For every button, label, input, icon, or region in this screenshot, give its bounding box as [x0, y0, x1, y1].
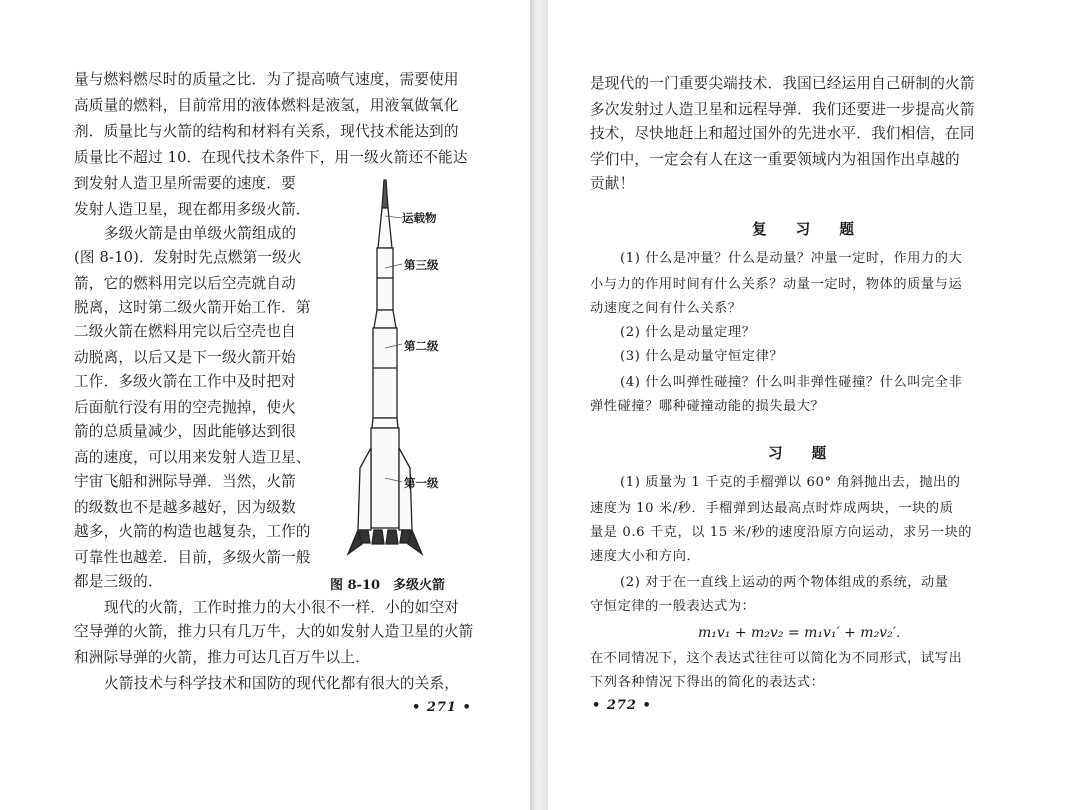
review-heading: 复 习 题: [752, 221, 866, 238]
text-line: 技术，尽快地赶上和超过国外的先进水平．我们相信，在同: [590, 125, 975, 142]
text-line: 多级火箭是由单级火箭组成的: [104, 225, 297, 242]
momentum-formula: m₁v₁ + m₂v₂ = m₁v₁′ + m₂v₂′．: [698, 625, 910, 641]
text-line: 剂．质量比与火箭的结构和材料有关系，现代技术能达到的: [74, 123, 459, 140]
exercise-line: (2) 对于在一直线上运动的两个物体组成的系统，动量: [620, 575, 949, 590]
text-line: 宇宙飞船和洲际导弹．当然，火箭: [74, 473, 296, 490]
page-number: • 271 •: [412, 700, 472, 715]
text-line: 空导弹的火箭，推力只有几万牛，大的如发射人造卫星的火箭: [74, 623, 474, 640]
text-line: 动脱离，以后又是下一级火箭开始: [74, 349, 296, 366]
text-line: 都是三级的．: [74, 573, 163, 590]
book-gutter: [530, 0, 548, 810]
text-line: 火箭技术与科学技术和国防的现代化都有很大的关系，: [104, 675, 460, 692]
text-line: 箭的总质量减少，因此能够达到很: [74, 423, 296, 440]
exercise-line: 速度为 10 米/秒．手榴弹到达最高点时炸成两块，一块的质: [590, 501, 954, 516]
review-line: (1) 什么是冲量？什么是动量？冲量一定时，作用力的大: [620, 251, 963, 266]
exercise-line: 守恒定律的一般表达式为：: [590, 599, 756, 614]
figure-label-payload: 运载物: [402, 211, 437, 225]
text-line: 现代的火箭，工作时推力的大小很不一样．小的如空对: [104, 599, 460, 616]
right-page: [548, 0, 1080, 810]
text-line: 越多，火箭的构造也越复杂，工作的: [74, 523, 311, 540]
review-line: 动速度之间有什么关系？: [590, 301, 742, 316]
review-line: (2) 什么是动量定理？: [620, 325, 756, 340]
text-line: 到发射人造卫星所需要的速度．要: [74, 175, 296, 192]
text-line: 二级火箭在燃料用完以后空壳也自: [74, 323, 296, 340]
text-line: 量与燃料燃尽时的质量之比．为了提高喷气速度，需要使用: [74, 71, 459, 88]
text-line: 可靠性也越差．目前，多级火箭一般: [74, 549, 311, 566]
review-line: (4) 什么叫弹性碰撞？什么叫非弹性碰撞？什么叫完全非: [620, 375, 963, 390]
text-line: 在不同情况下，这个表达式往往可以简化为不同形式，试写出: [590, 651, 963, 666]
text-line: 后面航行没有用的空壳抛掉，使火: [74, 399, 296, 416]
page-number: • 272 •: [592, 698, 652, 713]
text-line: 工作．多级火箭在工作中及时把对: [74, 373, 296, 390]
text-line: 高质量的燃料，目前常用的液体燃料是液氢，用液氧做氧化: [74, 97, 459, 114]
figure-label-second-stage: 第二级: [404, 339, 439, 353]
review-line: 小与力的作用时间有什么关系？动量一定时，物体的质量与运: [590, 277, 963, 292]
figure-label-third-stage: 第三级: [404, 258, 439, 272]
left-page: [0, 0, 530, 810]
review-line: 弹性碰撞？哪种碰撞动能的损失最大？: [590, 399, 825, 414]
text-line: 高的速度，可以用来发射人造卫星、: [74, 449, 311, 466]
text-line: 的级数也不是越多越好，因为级数: [74, 499, 296, 516]
text-line: 多次发射过人造卫星和远程导弹．我们还要进一步提高火箭: [590, 101, 975, 118]
exercise-line: 量是 0.6 千克，以 15 米/秒的速度沿原方向运动，求另一块的: [590, 525, 973, 540]
exercise-heading: 习 题: [768, 445, 839, 462]
text-line: 质量比不超过 10．在现代技术条件下，用一级火箭还不能达: [74, 149, 468, 166]
figure-caption: 图 8-10 多级火箭: [330, 578, 446, 593]
text-line: 发射人造卫星，现在都用多级火箭．: [74, 201, 311, 218]
figure-label-first-stage: 第一级: [404, 476, 439, 490]
text-line: 学们中，一定会有人在这一重要领域内为祖国作出卓越的: [590, 151, 960, 168]
text-line: 是现代的一门重要尖端技术．我国已经运用自己研制的火箭: [590, 75, 975, 92]
text-line: 贡献！: [590, 175, 635, 192]
text-line: 下列各种情况下得出的简化的表达式：: [590, 675, 825, 690]
review-line: (3) 什么是动量守恒定律？: [620, 349, 784, 364]
exercise-line: 速度大小和方向．: [590, 549, 701, 564]
multistage-rocket-figure: [340, 178, 450, 568]
text-line: 和洲际导弹的火箭，推力可达几百万牛以上．: [74, 649, 370, 666]
text-line: 箭，它的燃料用完以后空壳就自动: [74, 275, 296, 292]
text-line: 脱离，这时第二级火箭开始工作．第: [74, 299, 311, 316]
exercise-line: (1) 质量为 1 千克的手榴弹以 60° 角斜抛出去，抛出的: [620, 475, 961, 490]
text-line: (图 8-10)．发射时先点燃第一级火: [74, 249, 302, 266]
